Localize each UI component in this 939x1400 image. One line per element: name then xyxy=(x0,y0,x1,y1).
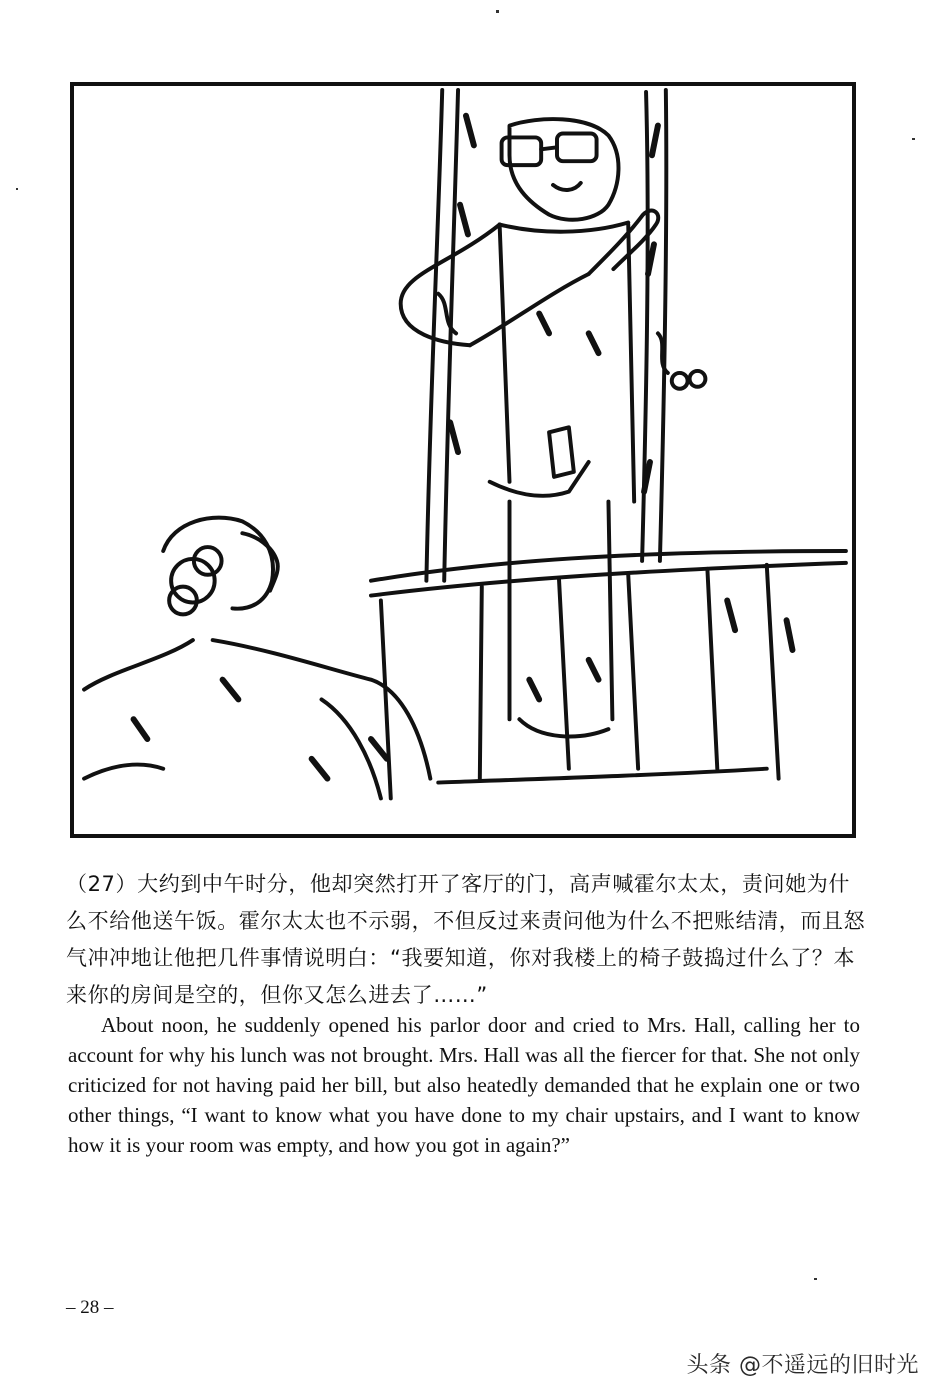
ink-hatching xyxy=(134,116,793,779)
door-knob xyxy=(672,371,706,389)
chinese-paragraph: （27）大约到中午时分，他却突然打开了客厅的门，高声喊霍尔太太，责问她为什么不给他送午饭。霍尔太太也不示弱，不但反过来责问他为什么不把账结清，而且怒气冲冲地让他把几件事情说明白：“我要知道，你对我楼上的椅子鼓捣过什么了？本来你的房间是空的，但你又怎么进去了……” xyxy=(66,872,866,1007)
scan-speck xyxy=(496,10,499,13)
ink-drawing xyxy=(74,86,852,834)
english-paragraph: About noon, he suddenly opened his parlor door and cried to Mrs. Hall, calling her to account for why his lunch was not brought. Mrs. Hall was all the fiercer for that. She not only criticized for not having paid her bill, but also heatedly demanded that he explain one or two other things, “I want to know what you have done to my chair upstairs, and I want to know how it is your room was empty, and how you got in again?” xyxy=(68,1013,860,1157)
scan-speck xyxy=(16,188,18,190)
illustration xyxy=(70,82,856,838)
page-number: – 28 – xyxy=(66,1297,114,1318)
woman-figure xyxy=(84,518,430,799)
scan-speck xyxy=(814,1278,817,1280)
watermark: 头条 @不遥远的旧时光 xyxy=(686,1353,919,1378)
scan-speck xyxy=(912,138,915,140)
